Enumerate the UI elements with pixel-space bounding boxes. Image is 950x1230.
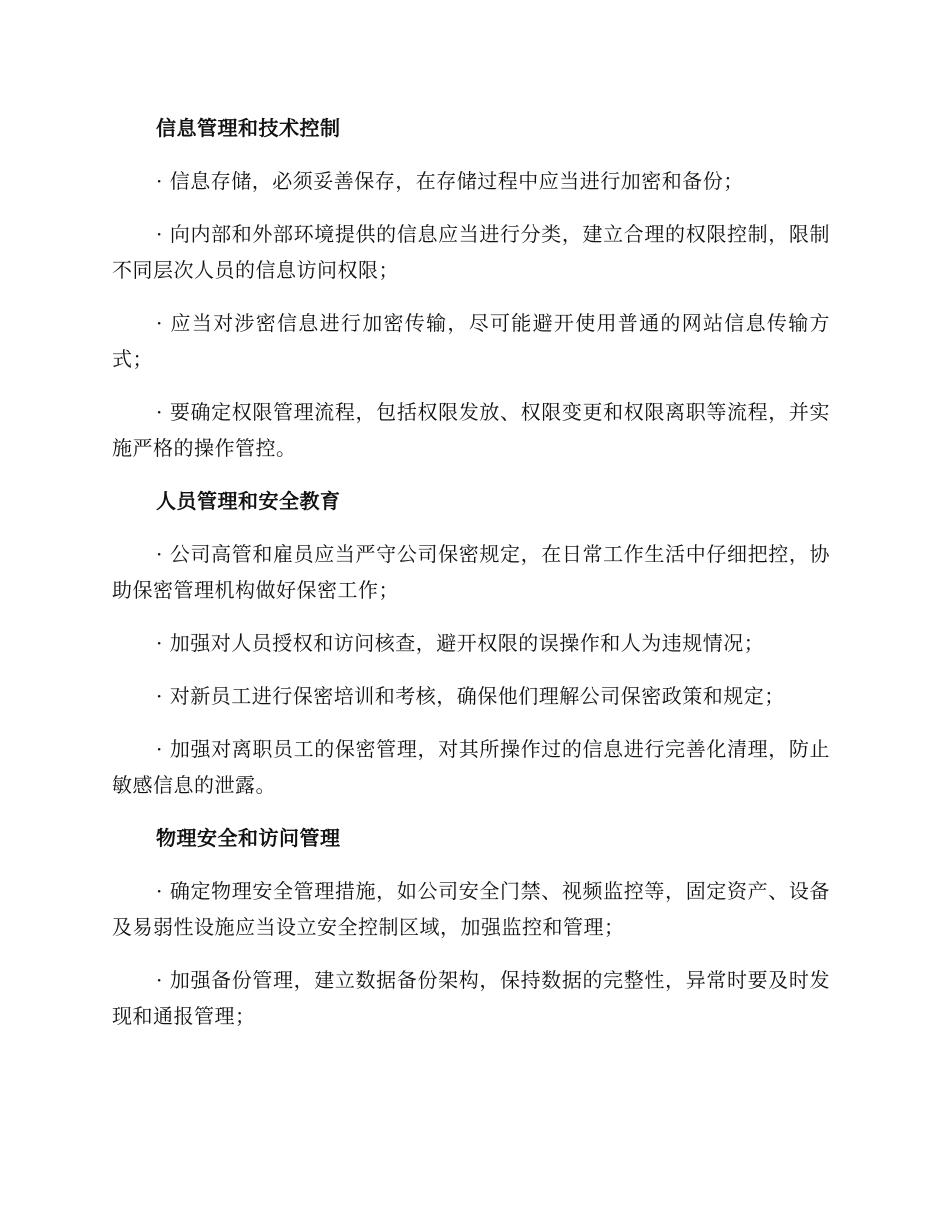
bullet-item: · 加强对人员授权和访问核查，避开权限的误操作和人为违规情况； [156, 631, 765, 655]
bullet-item: · 公司高管和雇员应当严守公司保密规定，在日常工作生活中仔细把控，协助保密管理机构做好保密工作； [112, 542, 830, 602]
bullet-item: · 应当对涉密信息进行加密传输，尽可能避开使用普通的网站信息传输方式； [112, 311, 830, 371]
bullet-item: · 向内部和外部环境提供的信息应当进行分类，建立合理的权限控制，限制不同层次人员的信息访问权限； [112, 222, 830, 282]
bullet-item: · 加强备份管理，建立数据备份架构，保持数据的完整性，异常时要及时发现和通报管理； [112, 968, 830, 1028]
bullet-item: · 对新员工进行保密培训和考核，确保他们理解公司保密政策和规定； [156, 684, 785, 708]
document-body [112, 110, 830, 1034]
bullet-item: · 要确定权限管理流程，包括权限发放、权限变更和权限离职等流程，并实施严格的操作管控。 [112, 400, 830, 460]
bullet-item: · 加强对离职员工的保密管理，对其所操作过的信息进行完善化清理，防止敏感信息的泄露。 [112, 737, 830, 797]
section-heading-physical-security: 物理安全和访问管理 [156, 826, 341, 850]
section-heading-personnel-management: 人员管理和安全教育 [156, 489, 341, 513]
bullet-item: · 信息存储，必须妥善保存，在存储过程中应当进行加密和备份； [156, 169, 744, 193]
bullet-item: · 确定物理安全管理措施，如公司安全门禁、视频监控等，固定资产、设备及易弱性设施应当设立安全控制区域，加强监控和管理； [112, 879, 830, 939]
section-heading-info-management: 信息管理和技术控制 [156, 116, 341, 140]
